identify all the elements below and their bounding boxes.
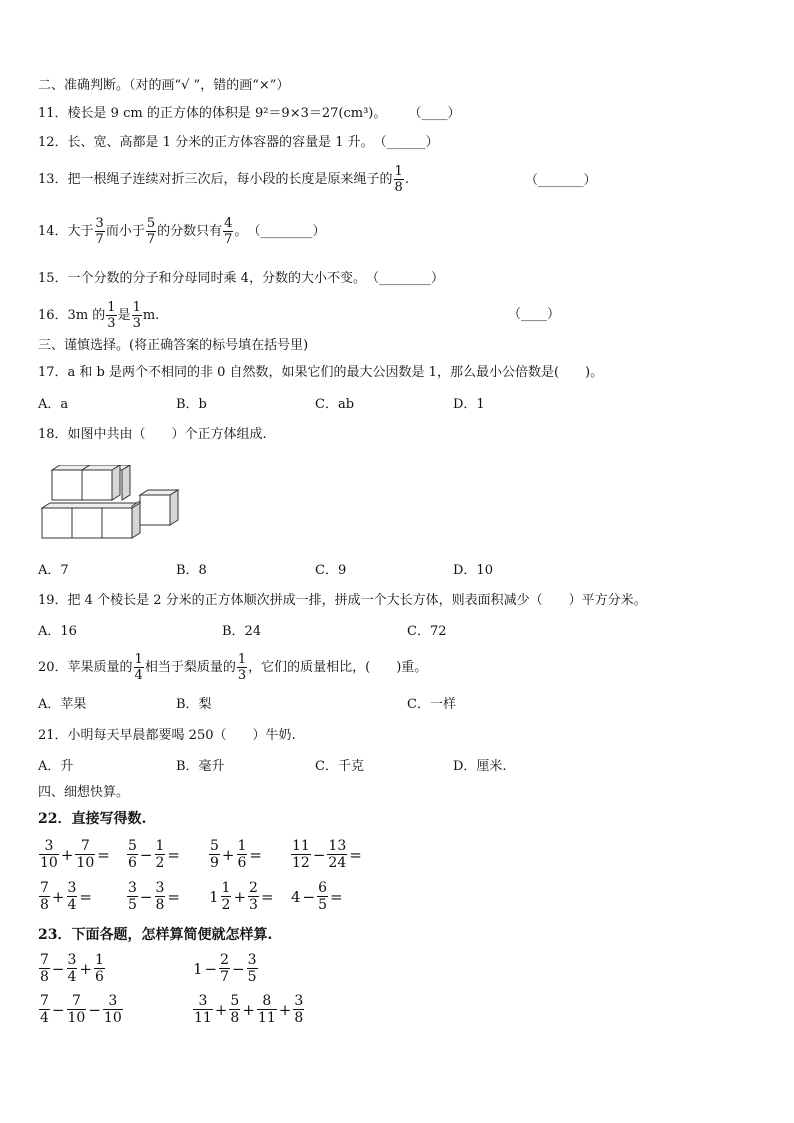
option-a[interactable]: A．16 [38,624,77,639]
section-2-title: 二、准确判断。（对的画“√ ”，错的画“×”） [38,78,290,93]
option-b[interactable]: B．8 [176,563,207,578]
section-4-title: 四、细想快算。 [38,785,130,800]
option-c[interactable]: C．ab [315,397,355,412]
option-b[interactable]: B．梨 [176,697,212,712]
option-c[interactable]: C．一样 [407,697,456,712]
option-b[interactable]: B．24 [222,624,262,639]
expression: $\frac{7}{8}$ − $\frac{3}{4}$ + $\frac{1}{6}$ [40,952,104,985]
option-a[interactable]: A．7 [38,563,69,578]
fraction: $\frac{1}{4}$ [134,652,143,683]
option-d[interactable]: D．厘米. [453,759,507,774]
question-text: 11．棱长是 9 cm 的正方体的体积是 9²＝9×3＝27(cm³)。 [38,106,387,121]
question-21: 21．小明每天早晨都要喝 250（ ）牛奶. [38,728,296,743]
answer-blank[interactable]: （________） [365,271,444,286]
expression: $\frac{5}{9}$ + $\frac{1}{6}$ = [210,838,262,871]
question-text: 12．长、宽、高都是 1 分米的正方体容器的容量是 1 升。 [38,135,374,150]
question-11 [38,105,461,123]
option-a[interactable]: A．苹果 [38,697,87,712]
question-15 [38,270,444,288]
fraction: $\frac{1}{8}$ [394,164,403,195]
option-d[interactable]: D．10 [453,563,493,578]
question-13: 13．把一根绳子连续对折三次后，每小段的长度是原来绳子的 $\frac{1}{8}$ . [38,164,409,195]
fraction: $\frac{3}{7}$ [95,216,104,247]
fraction: $\frac{1}{3}$ [107,300,116,331]
question-22: 22．直接写得数. [38,811,147,827]
question-text: 13．把一根绳子连续对折三次后，每小段的长度是原来绳子的 [38,172,393,187]
expression: 4 − $\frac{6}{5}$ = [291,880,343,913]
answer-blank[interactable]: （_______） [525,173,597,188]
question-16: 16．3m 的 $\frac{1}{3}$ 是 $\frac{1}{3}$ m. [38,300,160,331]
question-23: 23．下面各题，怎样算简便就怎样算. [38,927,273,943]
option-c[interactable]: C．72 [407,624,447,639]
option-a[interactable]: A．升 [38,759,74,774]
answer-blank[interactable]: （____） [408,106,461,121]
expression: 1 − $\frac{2}{7}$ − $\frac{3}{5}$ [193,952,257,985]
expression: $\frac{5}{6}$ − $\frac{1}{2}$ = [128,838,180,871]
expression: 1 $\frac{1}{2}$ + $\frac{2}{3}$ = [209,880,274,913]
fraction: $\frac{1}{3}$ [237,652,247,683]
question-18: 18．如图中共由（ ）个正方体组成. [38,427,267,442]
question-14: 14．大于 $\frac{3}{7}$ 而小于 $\frac{5}{7}$ 的分数只有 $\frac{4}{7}$ 。（________） [38,216,326,247]
option-a[interactable]: A．a [38,397,69,412]
option-b[interactable]: B．b [176,397,207,412]
question-12 [38,134,439,152]
option-c[interactable]: C．9 [315,563,347,578]
question-19: 19．把 4 个棱长是 2 分米的正方体顺次拼成一排，拼成一个大长方体，则表面积减少（ ）平方分米。 [38,593,647,608]
option-c[interactable]: C．千克 [315,759,364,774]
option-d[interactable]: D．1 [453,397,485,412]
option-b[interactable]: B．毫升 [176,759,225,774]
section-3-title: 三、谨慎选择。(将正确答案的标号填在括号里) [38,338,309,353]
answer-blank[interactable]: （________） [247,224,326,239]
expression: $\frac{3}{10}$ + $\frac{7}{10}$ = [40,838,110,871]
question-text: 15．一个分数的分子和分母同时乘 4，分数的大小不变。 [38,271,366,286]
expression: $\frac{7}{4}$ − $\frac{7}{10}$ − $\frac{3}{10}$ [40,993,122,1026]
answer-blank[interactable]: （____） [508,307,561,322]
fraction: $\frac{5}{7}$ [146,216,156,247]
expression: $\frac{3}{11}$ + $\frac{5}{8}$ + $\frac{8}{11}$ + $\frac{3}{8}$ [194,993,304,1026]
answer-blank[interactable]: （______） [373,135,439,150]
fraction: $\frac{4}{7}$ [224,216,233,247]
question-20: 20．苹果质量的 $\frac{1}{4}$ 相当于梨质量的 $\frac{1}{3}$ ，它们的质量相比，( )重。 [38,652,428,683]
question-17: 17．a 和 b 是两个不相同的非 0 自然数，如果它们的最大公因数是 1，那么最小公倍数是( )。 [38,365,604,380]
fraction: $\frac{1}{3}$ [132,300,141,331]
expression: $\frac{11}{12}$ − $\frac{13}{24}$ = [292,838,362,871]
cubes-figure [40,465,185,545]
expression: $\frac{7}{8}$ + $\frac{3}{4}$ = [40,880,92,913]
expression: $\frac{3}{5}$ − $\frac{3}{8}$ = [128,880,180,913]
